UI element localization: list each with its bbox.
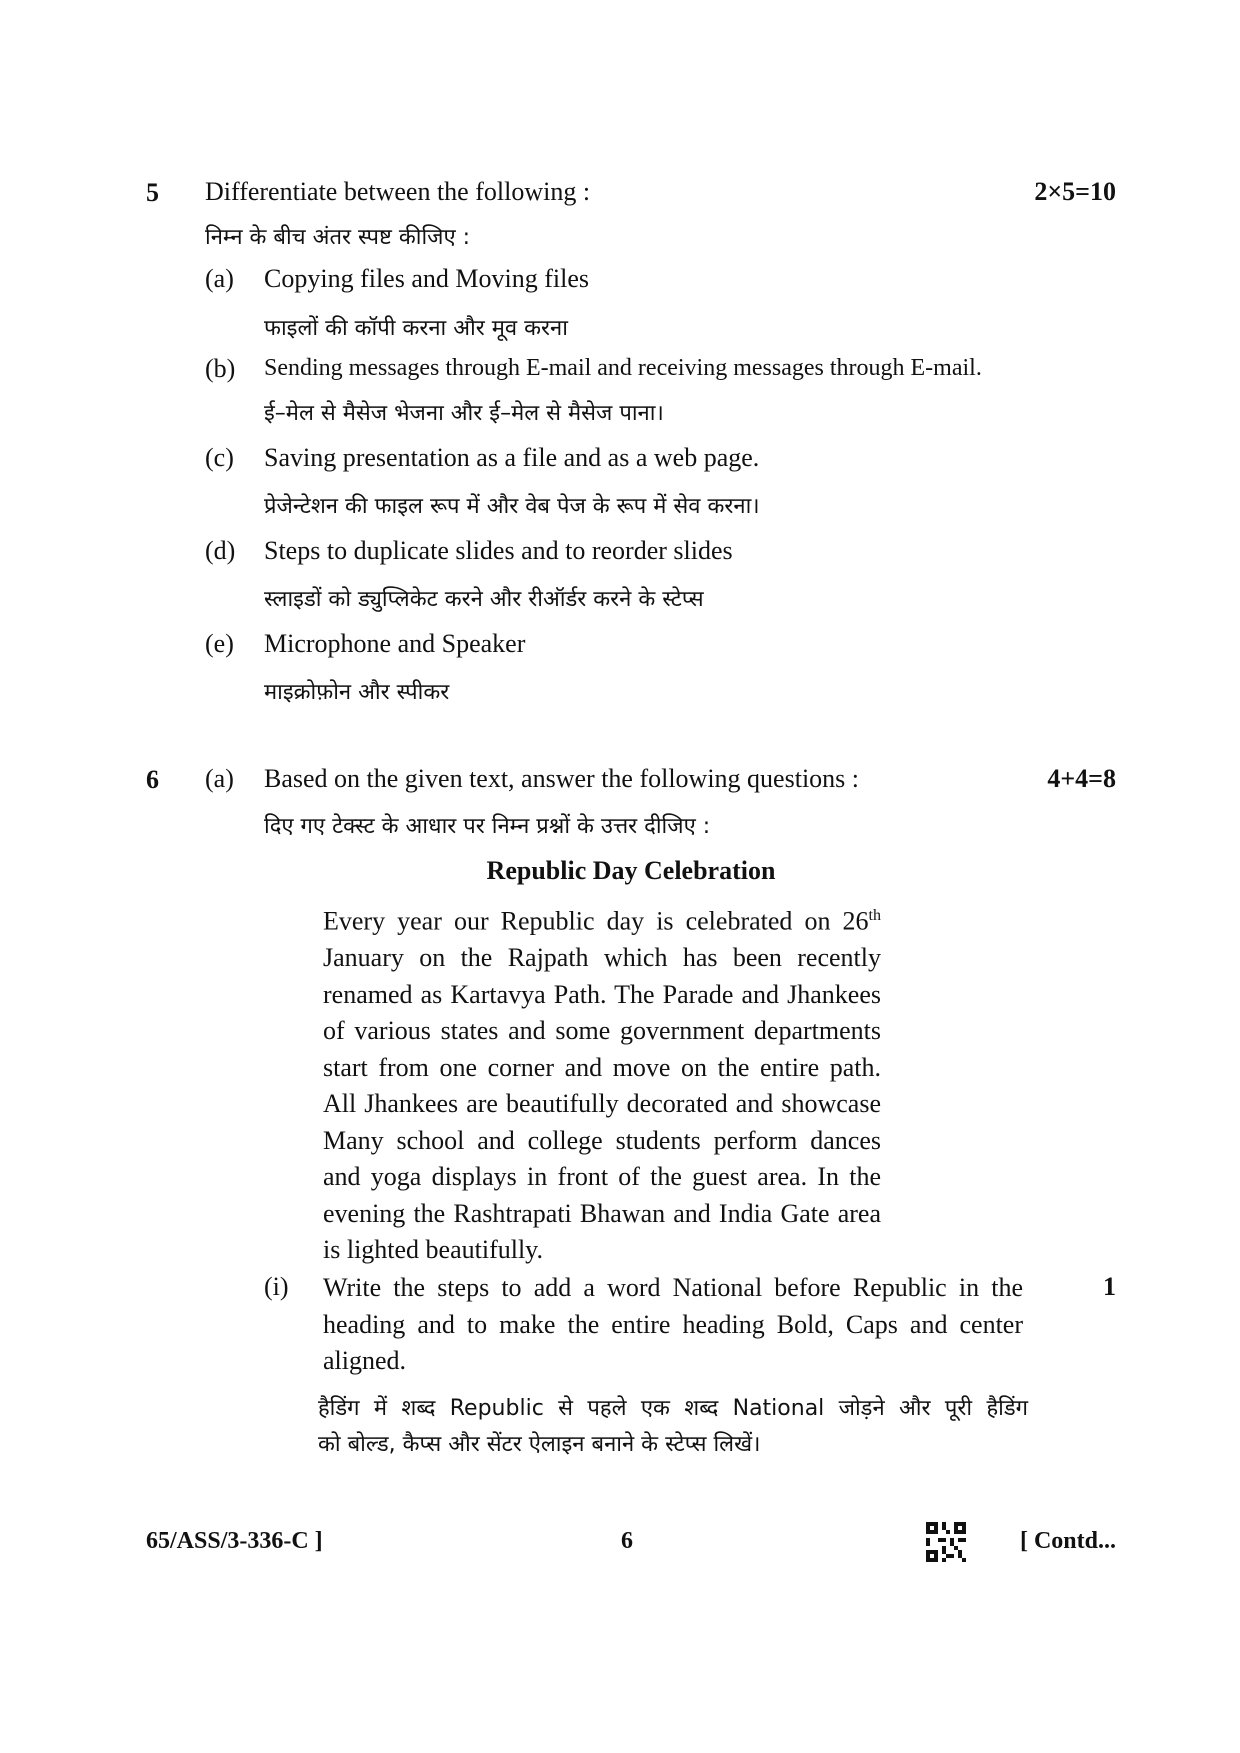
q5-part-e-label: (e) [205, 629, 234, 658]
q5-part-c-label: (c) [205, 443, 234, 472]
passage-line [323, 898, 881, 940]
q5-marks: 2×5=10 [1034, 177, 1116, 206]
passage-line: All Jhankees are beautifully decorated and showcase [323, 1089, 881, 1119]
q6-sub-i-line: heading and to make the entire heading Bold, Caps and center [323, 1309, 1023, 1339]
qr-code-icon [926, 1522, 966, 1562]
continued-label: [ Contd... [1019, 1528, 1116, 1554]
passage-line: renamed as Kartavya Path. The Parade and Jhankees [323, 979, 881, 1009]
q5-part-e-hindi: माइक्रोफ़ोन और स्पीकर [264, 680, 450, 705]
passage-line: start from one corner and move on the entire path. [323, 1052, 881, 1082]
passage-line-text: Every year our Republic day is celebrated on 26 [323, 906, 869, 936]
q5-question-hindi: निम्न के बीच अंतर स्पष्ट कीजिए : [205, 225, 471, 250]
q6-sub-i-line: Write the steps to add a word National before Republic in the [323, 1273, 1023, 1302]
q5-part-a-hindi: फाइलों की कॉपी करना और मूव करना [264, 316, 568, 341]
q6-sub-i-question [323, 1270, 1023, 1380]
q6-sub-i-hindi-line: को बोल्ड, कैप्स और सेंटर ऐलाइन बनाने के स्टेप्स लिखें। [318, 1432, 761, 1457]
q5-part-a-text: Copying files and Moving files [264, 264, 589, 293]
passage-line: is lighted beautifully. [323, 1235, 543, 1265]
q5-part-c-hindi: प्रेजेन्टेशन की फाइल रूप में और वेब पेज के रूप में सेव करना। [264, 494, 760, 519]
q5-part-a-label: (a) [205, 264, 234, 293]
passage [323, 898, 881, 1269]
q5-question: Differentiate between the following : [205, 177, 591, 206]
passage-line: and yoga displays in front of the guest area. In the [323, 1162, 881, 1192]
q6-sub-i-line: aligned. [323, 1346, 407, 1375]
q5-part-d-label: (d) [205, 536, 236, 565]
q5-part-b-hindi: ई–मेल से मैसेज भेजना और ई–मेल से मैसेज पाना। [264, 401, 664, 426]
q6-sub-i-hindi-line: हैडिंग में शब्द Republic से पहले एक शब्द National जोड़ने और पूरी हैडिंग [318, 1396, 1028, 1421]
q6-sub-i-marks: 1 [1103, 1272, 1116, 1301]
q6-instruction: Based on the given text, answer the following questions : [264, 764, 860, 793]
q5-part-d-hindi: स्लाइडों को ड्युप्लिकेट करने और रीऑर्डर करने के स्टेप्स [264, 587, 704, 612]
q5-part-b-label: (b) [205, 354, 236, 383]
passage-superscript: th [868, 907, 881, 924]
q5-part-c-text: Saving presentation as a file and as a web page. [264, 443, 760, 472]
q5-part-b-text: Sending messages through E-mail and receiving messages through E-mail. [264, 355, 982, 381]
passage-line: of various states and some government departments [323, 1016, 881, 1046]
q6-number: 6 [146, 765, 159, 794]
passage-line: January on the Rajpath which has been recently [323, 943, 881, 973]
q6-part-label: (a) [205, 764, 234, 793]
passage-line: Many school and college students perform dances [323, 1125, 881, 1155]
q5-part-e-text: Microphone and Speaker [264, 629, 526, 658]
page-number: 6 [621, 1528, 633, 1554]
q6-marks: 4+4=8 [1047, 764, 1116, 793]
q5-part-d-text: Steps to duplicate slides and to reorder slides [264, 536, 733, 565]
q6-sub-i-label: (i) [264, 1272, 289, 1301]
passage-title: Republic Day Celebration [486, 856, 776, 885]
passage-line: evening the Rashtrapati Bhawan and India Gate area [323, 1198, 881, 1228]
q6-instruction-hindi: दिए गए टेक्स्ट के आधार पर निम्न प्रश्नों के उत्तर दीजिए : [264, 814, 711, 839]
q6-sub-i-hindi [318, 1391, 1028, 1463]
q5-number: 5 [146, 178, 159, 207]
paper-code: 65/ASS/3-336-C ] [146, 1528, 323, 1554]
